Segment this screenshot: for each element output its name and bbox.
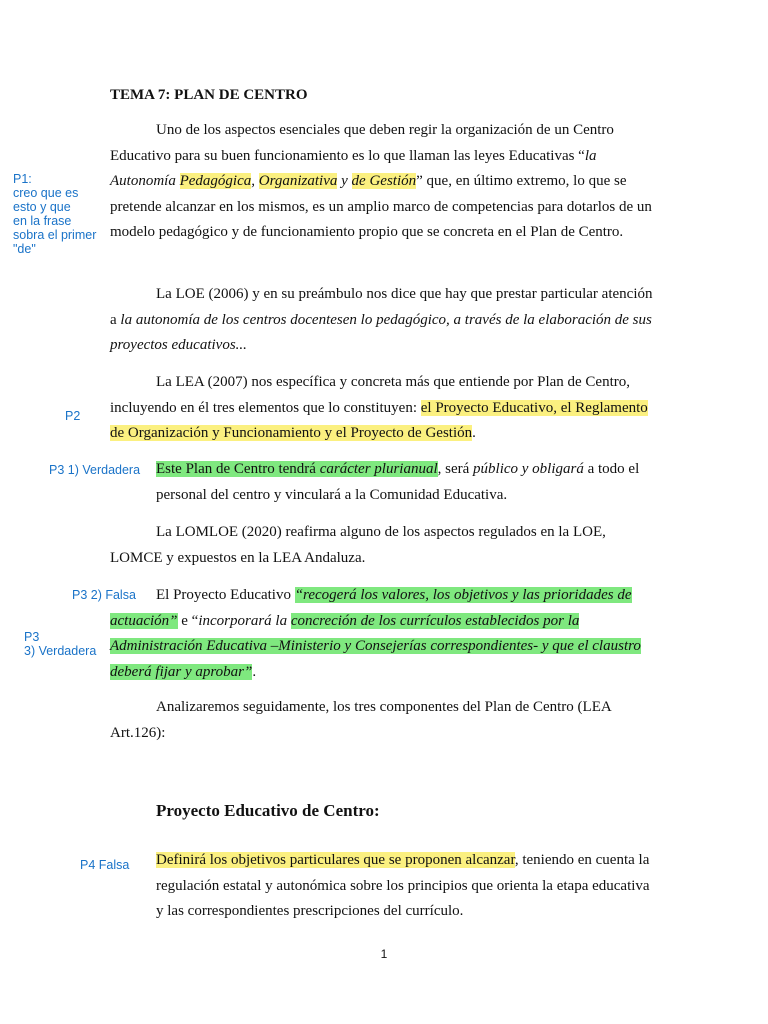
paragraph-1 [110, 118, 655, 246]
paragraph-5 [110, 520, 655, 571]
p3-text-c: . [472, 425, 476, 441]
p8-text-b: , teniendo en cuenta la regulación estatal y autonómica sobre los principios que orienta la etapa educativa y las correspondientes prescripciones del currículo. [156, 852, 650, 919]
paragraph-4 [156, 457, 656, 508]
p8-highlight-a: Definirá los objetivos particulares que se proponen alcanzar [156, 852, 515, 868]
p4-highlight-a: Este Plan de Centro tendrá [156, 461, 320, 477]
p2-text-b: la autonomía de los centros docentesen lo pedagógico, a través de la elaboración de sus proyectos educativos... [110, 311, 652, 353]
margin-note-p3-2: P3 2) Falsa [72, 588, 136, 602]
p1-highlight-gestion: de Gestión [351, 173, 417, 189]
p3-highlight-elements: el Proyecto Educativo, el Reglamento de Organización y Funcionamiento y el Proyecto de Gestión [110, 399, 648, 441]
p3-text-a: La LEA (2007) nos específica y concreta más que entiende por Plan de Centro, incluyendo en él tres elementos que lo constituyen: [110, 374, 631, 416]
p5-text-a: La LOMLOE (2020) reafirma alguno de los aspectos regulados en la LOE, LOMCE y expuestos en la LEA Andaluza. [110, 524, 606, 566]
p6-text-f: . [252, 663, 257, 680]
page-number: 1 [380, 947, 388, 961]
margin-note-p3-1: P3 1) Verdadera [49, 463, 141, 477]
paragraph-6 [110, 583, 655, 685]
p4-highlight-plurianual: carácter plurianual [319, 461, 438, 477]
margin-note-p4: P4 Falsa [80, 858, 130, 872]
paragraph-8 [156, 848, 656, 925]
p4-text-d: público y obligará [473, 461, 584, 477]
p4-text-e: a todo el personal del centro y vinculará a la Comunidad Educativa. [156, 461, 640, 503]
paragraph-7 [110, 695, 655, 746]
document-title: TEMA 7: PLAN DE CENTRO [110, 87, 308, 103]
p6-text-a: El Proyecto Educativo [156, 587, 295, 603]
p1-highlight-organizativa: Organizativa [258, 173, 338, 189]
p6-highlight-e: concreción de los currículos establecidos por la Administración Educativa –Ministerio y Consejerías correspondientes- y que el claustro deberá fijar y aprobar” [110, 612, 641, 680]
p1-text-f: y [337, 173, 352, 189]
p4-text-c: , será [437, 461, 474, 477]
p7-text-a: Analizaremos seguidamente, los tres componentes del Plan de Centro (LEA Art.126): [110, 699, 611, 741]
p1-text-h: ” que, en último extremo, lo que se pretende alcanzar en los mismos, es un amplio marco de competencias para dotarlos de un modelo pedagógico y de funcionamiento propio que se concreta en el Plan de Centro. [110, 173, 652, 240]
paragraph-3 [110, 370, 655, 447]
section-heading: Proyecto Educativo de Centro: [156, 801, 380, 820]
margin-note-p1: P1: creo que es esto y que en la frase sobra el primer "de" [13, 172, 97, 256]
p6-text-d: incorporará la [198, 612, 291, 629]
p1-text-a: Uno de los aspectos esenciales que deben regir la organización de un Centro Educativo para su buen funcionamiento es lo que llaman las leyes Educativas “ [110, 122, 614, 164]
paragraph-2 [110, 282, 655, 359]
margin-note-p3-3: P3 3) Verdadera [24, 630, 97, 658]
p2-text-a: La LOE (2006) y en su preámbulo nos dice que hay que prestar particular atención a [110, 286, 653, 328]
p6-text-c: e “ [177, 612, 199, 629]
p1-highlight-pedagogica: Pedagógica [179, 173, 252, 189]
p1-text-b: la Autonomía [110, 147, 597, 189]
margin-note-p2: P2 [65, 409, 81, 423]
p6-highlight-b: “recogerá los valores, los objetivos y las prioridades de actuación” [110, 587, 632, 629]
p1-text-d: , [251, 173, 259, 189]
